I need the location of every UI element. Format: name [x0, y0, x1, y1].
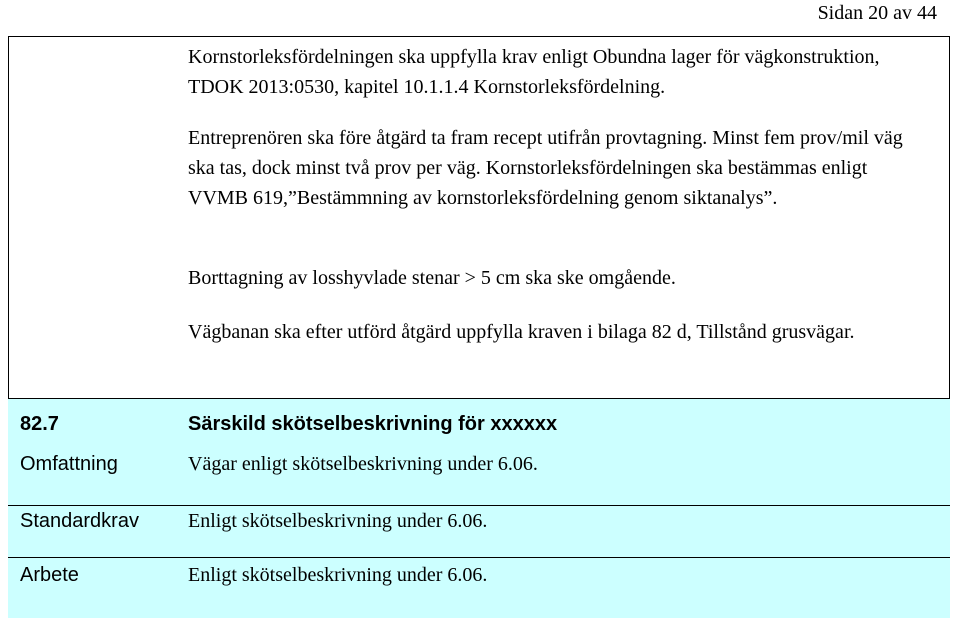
row-value: Vägar enligt skötselbeskrivning under 6.06.	[188, 453, 538, 475]
section-row-arbete	[8, 557, 950, 610]
section-title: Särskild skötselbeskrivning för xxxxxx	[188, 413, 558, 435]
section-row-standardkrav	[8, 505, 950, 558]
section-row-omfattning	[8, 451, 950, 503]
paragraph-contractor-recipe: Entreprenören ska före åtgärd ta fram recept utifrån provtagning. Minst fem prov/mil väg ska tas, dock minst två prov per väg. Kornstorleksfördelningen ska bestämmas enligt VVMB 619,”Bestämmning av kornstorleksfördelning genom siktanalys”.	[188, 127, 903, 209]
paragraph-grain-size: Kornstorleksfördelningen ska uppfylla krav enligt Obundna lager för vägkonstruktion, TDOK 2013:0530, kapitel 10.1.1.4 Kornstorleksfördelning.	[188, 46, 880, 98]
row-label: Standardkrav	[20, 510, 139, 532]
row-value: Enligt skötselbeskrivning under 6.06.	[188, 564, 488, 586]
paragraph-road-requirements: Vägbanan ska efter utförd åtgärd uppfylla kraven i bilaga 82 d, Tillstånd grusvägar.	[188, 321, 855, 343]
maintenance-section	[8, 398, 950, 618]
section-number: 82.7	[20, 413, 59, 435]
section-heading-row	[8, 399, 950, 451]
row-value: Enligt skötselbeskrivning under 6.06.	[188, 510, 488, 532]
page-number: Sidan 20 av 44	[817, 2, 937, 24]
paragraph-stone-removal: Borttagning av losshyvlade stenar > 5 cm ska ske omgående.	[188, 267, 676, 289]
row-label: Arbete	[20, 564, 79, 586]
row-label: Omfattning	[20, 453, 118, 475]
